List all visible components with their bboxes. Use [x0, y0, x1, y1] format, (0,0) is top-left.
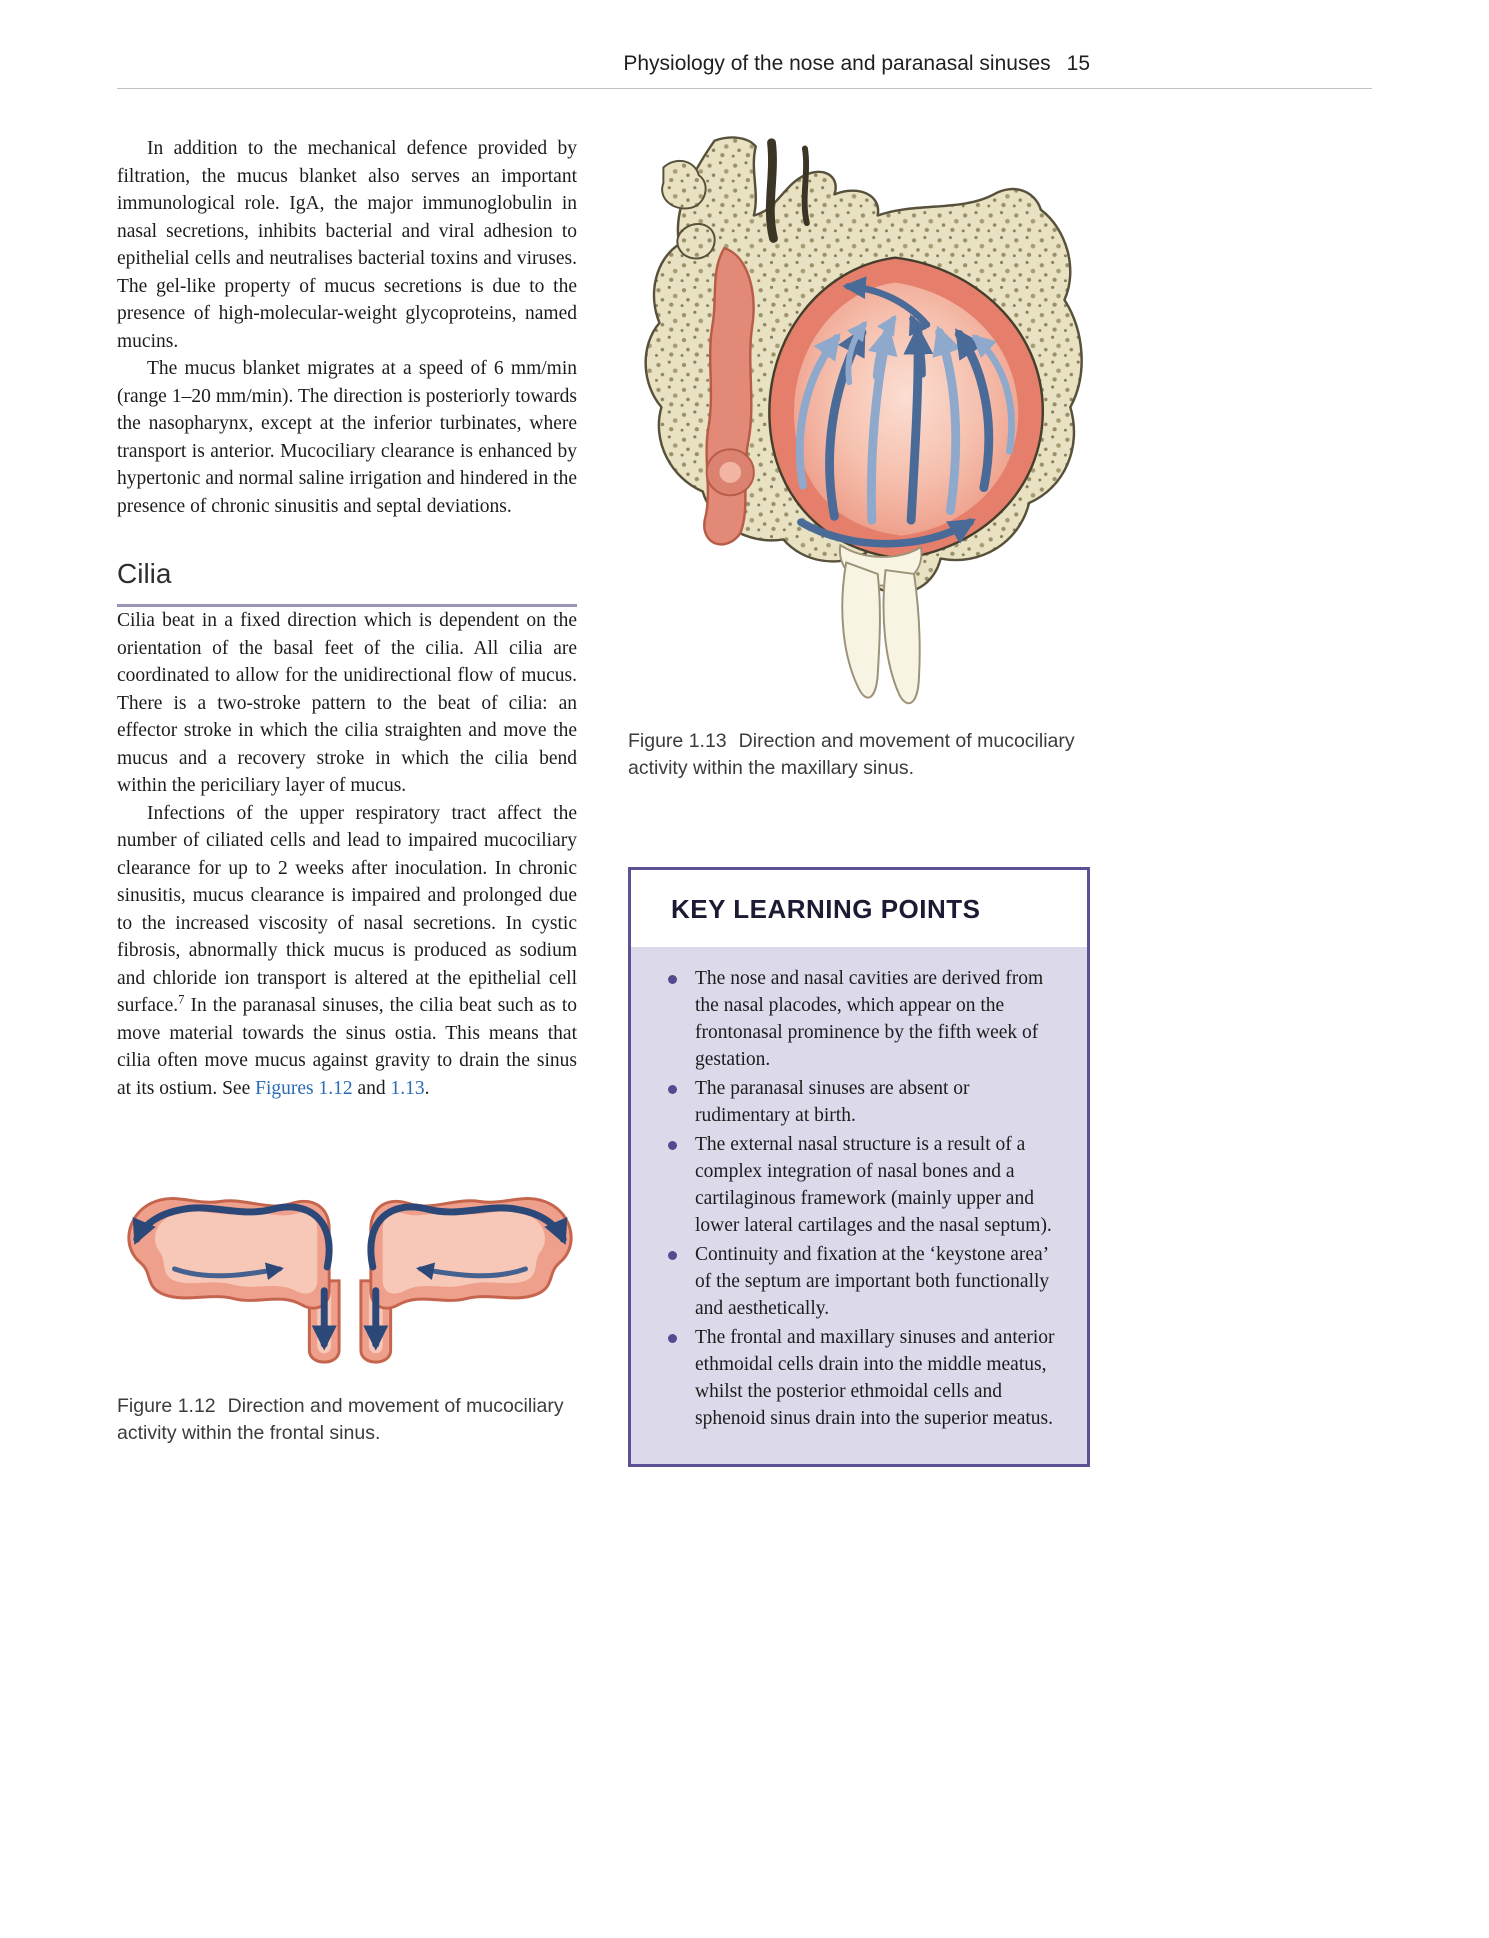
- paragraph-mucus-immunology: In addition to the mechanical defence provided by filtration, the mucus blanket also serves an important immunological role. IgA, the major immunoglobulin in nasal secretions, inhibits bacterial and viral adhesion to epithelial cells and neutralises bacterial toxins and viruses. The gel-like property of mucus secretions is due to the presence of high-molecular-weight glycoproteins, named mucins.: [117, 138, 577, 352]
- footnote-reference-7: 7: [178, 992, 185, 1007]
- paragraph-cilia-beat: Cilia beat in a fixed direction which is dependent on the orientation of the basal feet of the cilia. All cilia are coordinated to allow for the unidirectional flow of mucus. There is a two-stroke pattern to the beat of cilia: an effector stroke in which the cilia straighten and move the mucus and a recovery stroke in which the cilia bend within the periciliary layer of mucus.: [117, 610, 577, 796]
- two-column-layout: [117, 135, 1372, 1467]
- figure-1-13-caption-text: Direction and movement of mucociliary activity within the maxillary sinus.: [628, 730, 1075, 779]
- section-heading-cilia: Cilia: [117, 558, 577, 607]
- running-head-title: Physiology of the nose and paranasal sinuses: [623, 52, 1051, 75]
- key-learning-point-item: The nose and nasal cavities are derived from the nasal placodes, which appear on the frontonasal prominence by the fifth week of gestation.: [661, 965, 1059, 1073]
- figure-1-13-link[interactable]: 1.13: [390, 1077, 425, 1099]
- teeth: [840, 545, 922, 703]
- paragraph-infections: [117, 800, 577, 1103]
- paragraph-mucus-migration: The mucus blanket migrates at a speed of 6 mm/min (range 1–20 mm/min). The direction is posteriorly towards the nasopharynx, except at the inferior turbinates, where transport is anterior. Mucociliary clearance is enhanced by hypertonic and normal saline irrigation and hindered in the presence of chronic sinusitis and septal deviations.: [117, 358, 577, 517]
- paragraph-infections-text3: and: [352, 1077, 391, 1099]
- figure-1-13: [628, 135, 1090, 781]
- figure-1-12-link[interactable]: Figures 1.12: [255, 1077, 353, 1099]
- figure-1-12-caption-text: Direction and movement of mucociliary activity within the frontal sinus.: [117, 1395, 564, 1444]
- figure-1-12-caption: [117, 1393, 577, 1446]
- paragraph-infections-text1: Infections of the upper respiratory tract affect the number of ciliated cells and lead to impaired mucociliary clearance for up to 2 weeks after inoculation. In chronic sinusitis, mucus clearance is impaired and prolonged due to the increased viscosity of nasal secretions. In cystic fibrosis, abnormally thick mucus is produced as sodium and chloride ion transport is altered at the epithelial cell surface.: [117, 802, 577, 1016]
- figure-1-13-label: Figure 1.13: [628, 730, 727, 752]
- key-learning-points-title: KEY LEARNING POINTS: [631, 870, 1087, 947]
- frontal-sinus-left: [129, 1199, 339, 1363]
- figure-1-12-illustration-frontal-sinus: [117, 1142, 583, 1375]
- running-head: [117, 52, 1372, 89]
- key-learning-point-item: Continuity and fixation at the ‘keystone area’ of the septum are important both functionally and aesthetically.: [661, 1241, 1059, 1322]
- key-learning-point-item: The frontal and maxillary sinuses and anterior ethmoidal cells drain into the middle meatus, whilst the posterior ethmoidal cells and sphenoid sinus drain into the superior meatus.: [661, 1324, 1059, 1432]
- right-column: [628, 135, 1090, 1467]
- frontal-sinus-right: [361, 1199, 571, 1363]
- figure-1-12-label: Figure 1.12: [117, 1395, 216, 1417]
- key-learning-points-list: [631, 947, 1087, 1464]
- paragraph-infections-text2: In the paranasal sinuses, the cilia beat such as to move material towards the sinus ostia. This means that cilia often move mucus against gravity to drain the sinus at its ostium. See: [117, 995, 577, 1099]
- figure-1-13-caption: [628, 728, 1090, 781]
- key-learning-point-item: The paranasal sinuses are absent or rudimentary at birth.: [661, 1075, 1059, 1129]
- key-learning-point-item: The external nasal structure is a result of a complex integration of nasal bones and a cartilaginous framework (mainly upper and lower lateral cartilages and the nasal septum).: [661, 1131, 1059, 1239]
- figure-1-12: [117, 1142, 577, 1446]
- page-number: 15: [1066, 52, 1090, 75]
- key-learning-points-box: [628, 867, 1090, 1467]
- figure-1-13-illustration-maxillary-sinus: [628, 135, 1090, 710]
- left-column: [117, 135, 577, 1467]
- paragraph-infections-text4: .: [424, 1077, 430, 1099]
